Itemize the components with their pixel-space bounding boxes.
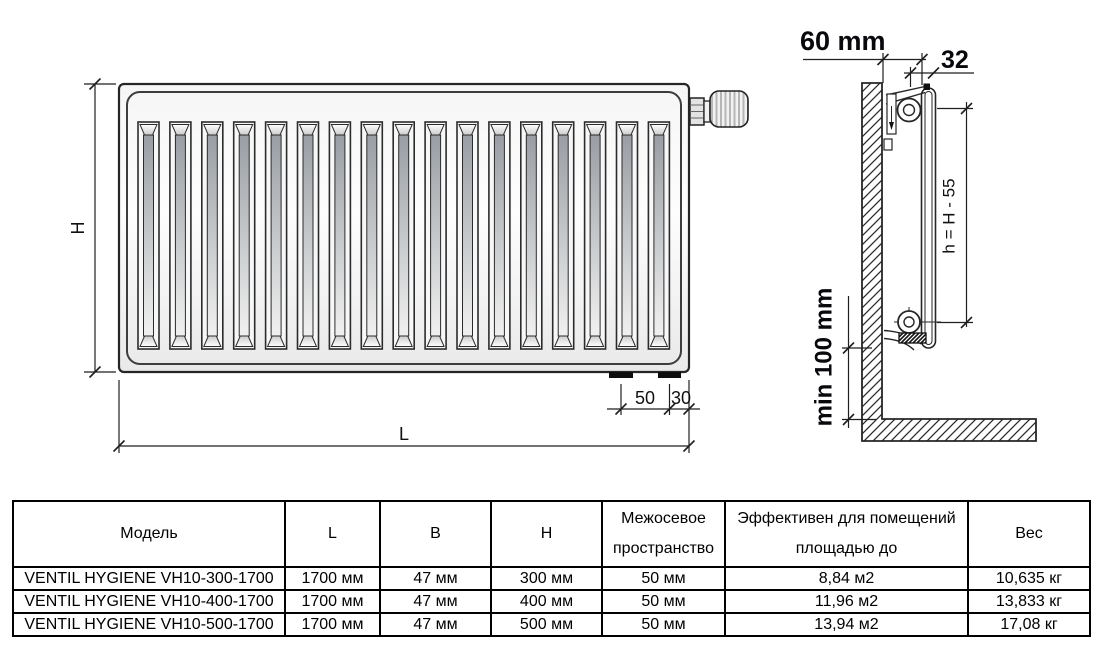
- radiator-fins: [138, 122, 669, 349]
- cell-H: 500 мм: [491, 613, 602, 636]
- dim-label-32: 32: [941, 46, 969, 74]
- thermostatic-valve: [690, 91, 748, 127]
- table-row: [13, 567, 1090, 590]
- dim-label-h-formula: h = H - 55: [939, 178, 959, 254]
- cell-axle-spacing: 50 мм: [602, 613, 725, 636]
- radiator-fin: [489, 122, 510, 349]
- header-L: L: [285, 501, 380, 567]
- header-H: H: [491, 501, 602, 567]
- radiator-fin: [138, 122, 159, 349]
- radiator-front-view: [119, 84, 748, 378]
- dim-label-30: 30: [670, 388, 692, 408]
- radiator-fin: [521, 122, 542, 349]
- cell-axle-spacing: 50 мм: [602, 567, 725, 590]
- radiator-fin: [361, 122, 382, 349]
- radiator-fin: [585, 122, 606, 349]
- cell-weight: 13,833 кг: [968, 590, 1090, 613]
- spec-table-container: [12, 500, 1091, 637]
- cell-weight: 10,635 кг: [968, 567, 1090, 590]
- dim-label-60mm: 60 mm: [800, 26, 886, 56]
- valve-collar: [704, 101, 710, 122]
- cell-model: VENTIL HYGIENE VH10-500-1700: [13, 613, 285, 636]
- dimension-50-30: [607, 384, 700, 415]
- dim-label-L: L: [398, 424, 410, 444]
- dimension-height-H: [68, 79, 116, 378]
- cell-effective-area: 8,84 м2: [725, 567, 968, 590]
- header-effective-area: Эффективен для помещений площадью до: [725, 501, 968, 567]
- cell-effective-area: 13,94 м2: [725, 613, 968, 636]
- cell-model: VENTIL HYGIENE VH10-300-1700: [13, 567, 285, 590]
- radiator-fin: [266, 122, 287, 349]
- spec-table: [12, 500, 1091, 637]
- cell-effective-area: 11,96 м2: [725, 590, 968, 613]
- header-model: Модель: [13, 501, 285, 567]
- header-weight: Вес: [968, 501, 1090, 567]
- dim-label-min100mm: min 100 mm: [810, 287, 838, 427]
- header-B: B: [380, 501, 491, 567]
- cell-H: 400 мм: [491, 590, 602, 613]
- table-row: [13, 590, 1090, 613]
- radiator-fin: [457, 122, 478, 349]
- radiator-fin: [617, 122, 638, 349]
- cell-B: 47 мм: [380, 590, 491, 613]
- dim-label-H: H: [67, 221, 88, 235]
- valve-knob: [710, 91, 748, 127]
- radiator-fin: [425, 122, 446, 349]
- cell-L: 1700 мм: [285, 613, 380, 636]
- cell-axle-spacing: 50 мм: [602, 590, 725, 613]
- header-axle-spacing: Межосевое пространство: [602, 501, 725, 567]
- cell-weight: 17,08 кг: [968, 613, 1090, 636]
- radiator-side-view: [862, 83, 1036, 441]
- radiator-fin: [553, 122, 574, 349]
- radiator-fin: [234, 122, 255, 349]
- radiator-fin: [298, 122, 319, 349]
- cell-L: 1700 мм: [285, 567, 380, 590]
- cell-B: 47 мм: [380, 613, 491, 636]
- dim-label-50: 50: [634, 388, 656, 408]
- cell-B: 47 мм: [380, 567, 491, 590]
- dimension-bracket-offset-32: [904, 46, 974, 87]
- radiator-fin: [648, 122, 669, 349]
- table-row: [13, 613, 1090, 636]
- wall-and-floor-section: [862, 83, 1036, 441]
- cell-H: 300 мм: [491, 567, 602, 590]
- cell-L: 1700 мм: [285, 590, 380, 613]
- dimension-mount-height-h: [937, 102, 973, 328]
- cell-model: VENTIL HYGIENE VH10-400-1700: [13, 590, 285, 613]
- radiator-fin: [202, 122, 223, 349]
- table-header-row: [13, 501, 1090, 567]
- radiator-fin: [329, 122, 350, 349]
- radiator-fin: [170, 122, 191, 349]
- radiator-fin: [393, 122, 414, 349]
- dimension-length-L: [114, 380, 695, 453]
